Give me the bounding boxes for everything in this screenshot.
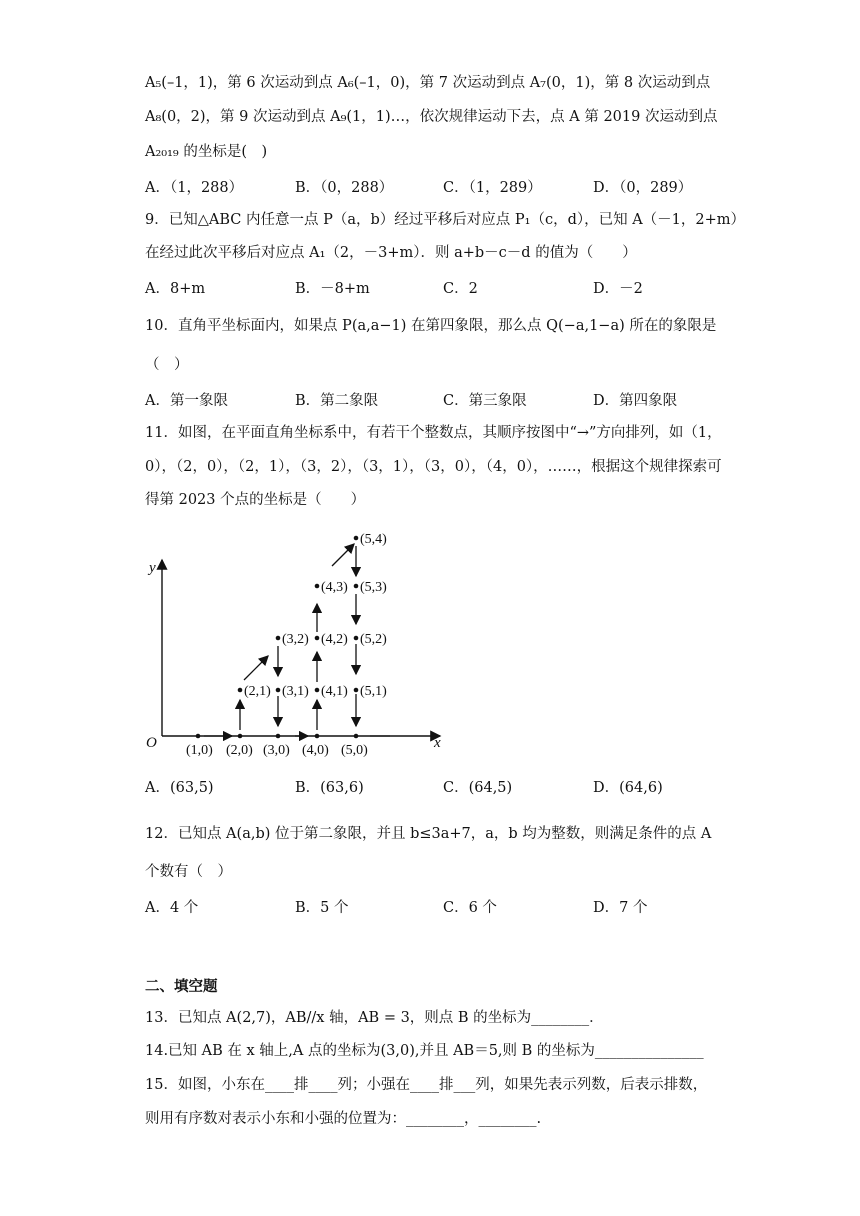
q9-option-b[interactable]: B．－8+m [295,281,370,297]
point-4-1 [315,688,320,693]
q8-option-d[interactable]: D．（0，289） [593,180,693,196]
q11-option-d[interactable]: D．(64,6) [593,780,663,796]
label-5-4: (5,4) [360,532,387,547]
x-axis-label: x [434,735,441,751]
q8-text-line-1: A₅(–1，1)，第 6 次运动到点 A₆(–1，0)，第 7 次运动到点 A₇(0，1)，第 8 次运动到点 [145,75,711,91]
label-3-0: (3,0) [263,743,290,757]
label-4-3: (4,3) [321,580,348,595]
q12-option-c[interactable]: C．6 个 [443,900,497,916]
label-5-3: (5,3) [360,580,387,595]
q10-options [145,389,805,409]
q11-option-c[interactable]: C．(64,5) [443,780,513,796]
q10-text-line-1: 10．直角平坐标面内，如果点 P(a,a−1) 在第四象限，那么点 Q(−a,1−a) 所在的象限是 [145,318,717,334]
point-4-3 [315,584,320,589]
q13-text: 13．已知点 A(2,7)，AB//x 轴，AB = 3，则点 B 的坐标为________． [145,1010,604,1026]
point-5-3 [354,584,359,589]
label-1-0: (1,0) [186,743,213,757]
q11-text-line-2: 0），（2，0），（2，1），（3，2），（3，1），（3，0），（4，0），……，根据这个规律探索可 [145,459,722,475]
q11-coordinate-figure [140,522,460,757]
label-5-1: (5,1) [360,684,387,699]
section-2-title: 二、填空题 [145,979,218,995]
point-4-2 [315,636,320,641]
q10-option-a[interactable]: A．第一象限 [145,393,228,409]
q9-option-d[interactable]: D．－2 [593,281,643,297]
q11-option-a[interactable]: A．(63,5) [145,780,214,796]
q8-text-line-2: A₈(0，2)，第 9 次运动到点 A₉(1，1)…，依次规律运动下去，点 A 第 2019 次运动到点 [145,109,718,125]
q9-text-line-1: 9．已知△ABC 内任意一点 P（a，b）经过平移后对应点 P₁（c，d），已知 A（－1，2+m） [145,212,746,228]
point-5-2 [354,636,359,641]
q9-text-line-2: 在经过此次平移后对应点 A₁（2，－3+m）．则 a+b－c－d 的值为（ ） [145,245,637,261]
q11-option-b[interactable]: B．(63,6) [295,780,364,796]
q12-option-b[interactable]: B．5 个 [295,900,349,916]
point-5-1 [354,688,359,693]
label-3-2: (3,2) [282,632,309,647]
q12-option-a[interactable]: A．4 个 [145,900,199,916]
q11-text-line-3: 得第 2023 个点的坐标是（ ） [145,492,366,508]
point-3-2 [276,636,281,641]
q8-option-c[interactable]: C．（1，289） [443,180,542,196]
label-5-0: (5,0) [341,743,368,757]
q9-options [145,277,805,297]
label-4-2: (4,2) [321,632,348,647]
arrow-2-1-to-3-2 [244,656,268,680]
q11-text-line-1: 11．如图，在平面直角坐标系中，有若干个整数点，其顺序按图中“→”方向排列，如（1， [145,425,722,441]
arrow-4-3-to-5-4 [332,544,354,566]
q12-options [145,896,805,916]
q15-text-line-2: 则用有序数对表示小东和小强的位置为：________，________. [145,1111,542,1127]
label-2-0: (2,0) [226,743,253,757]
y-axis-label: y [149,560,156,576]
point-5-4 [354,536,359,541]
point-2-0 [238,734,243,739]
q10-option-d[interactable]: D．第四象限 [593,393,678,409]
q12-text-line-2: 个数有（ ） [145,864,232,880]
point-3-1 [276,688,281,693]
origin-label: O [146,735,157,751]
label-3-1: (3,1) [282,684,309,699]
label-4-0: (4,0) [302,743,329,757]
q9-option-a[interactable]: A．8+m [145,281,206,297]
q8-text-line-3: A₂₀₁₉ 的坐标是( ) [145,144,268,160]
q10-option-c[interactable]: C．第三象限 [443,393,527,409]
q10-option-b[interactable]: B．第二象限 [295,393,379,409]
label-2-1: (2,1) [244,684,271,699]
point-3-0 [276,734,281,739]
label-4-1: (4,1) [321,684,348,699]
q10-text-line-2: （ ） [145,357,189,373]
label-5-2: (5,2) [360,632,387,647]
q8-option-b[interactable]: B．（0，288） [295,180,394,196]
q12-option-d[interactable]: D．7 个 [593,900,648,916]
q8-option-a[interactable]: A．（1，288） [145,180,244,196]
point-4-0 [315,734,320,739]
q11-options [145,776,805,796]
point-5-0 [354,734,359,739]
point-1-0 [196,734,201,739]
q9-option-c[interactable]: C．2 [443,281,478,297]
q8-options [145,176,805,196]
q14-text: 14.已知 AB 在 x 轴上,A 点的坐标为(3,0),并且 AB＝5,则 B 的坐标为_______________ [145,1043,704,1059]
q12-text-line-1: 12．已知点 A(a,b) 位于第二象限，并且 b≤3a+7，a，b 均为整数，则满足条件的点 A [145,826,712,842]
q15-text-line-1: 15．如图，小东在____排____列；小强在____排___列，如果先表示列数，后表示排数， [145,1077,708,1093]
point-2-1 [238,688,243,693]
